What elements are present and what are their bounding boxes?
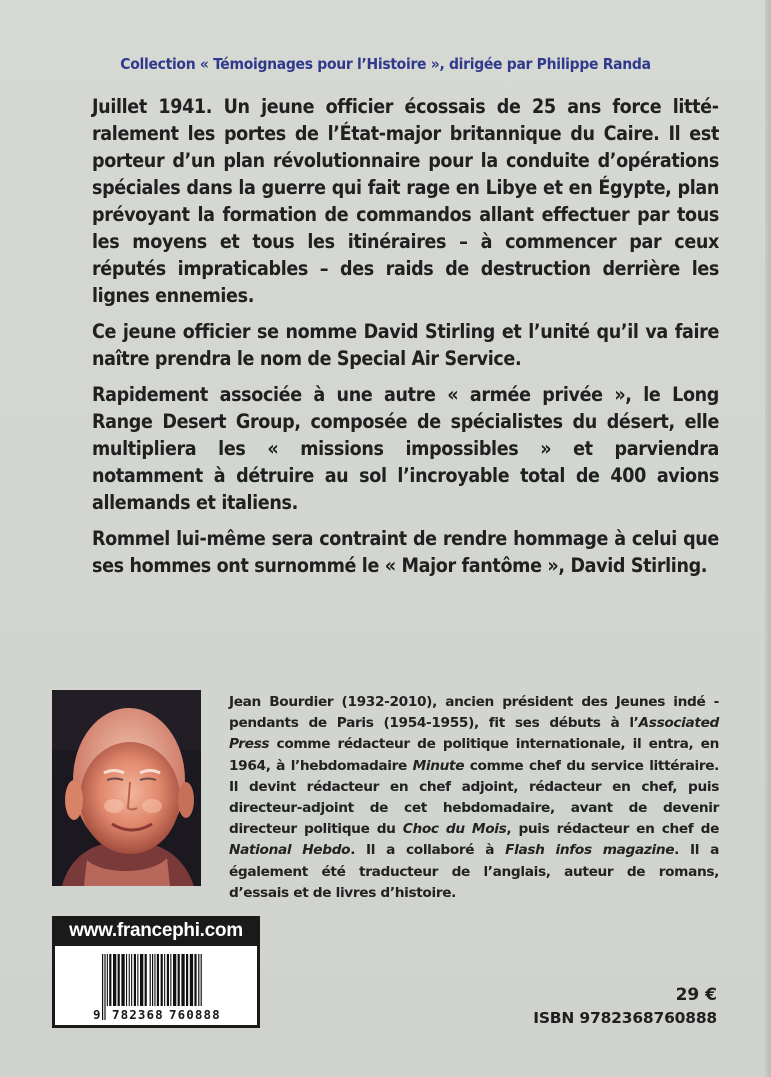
barcode-lead-digit: 9 [93, 1007, 101, 1022]
author-bio-italic: Choc du Mois [402, 821, 507, 838]
author-bio-italic: Minute [412, 757, 465, 774]
blurb-paragraph: Ce jeune officier se nomme David Stirling et l’unité qu’il va faire naître prendra le nom de Special Air Service. [92, 320, 719, 370]
barcode-block [52, 916, 260, 1028]
barcode-group-1: 782368 [112, 1007, 164, 1022]
author-bio-text: , puis rédacteur en chef de [506, 821, 719, 838]
barcode-digits [55, 946, 257, 1025]
blurb-paragraph: Juillet 1941. Un jeune officier écossais de 25 ans force littéralement les portes de l’État-major britannique du Caire. Il est porteur d’un plan révolutionnaire pour la conduite d’opérations spéciales dans la guerre qui fait rage en Libye et en Égypte, plan prévoyant la formation de commandos allant effectuer par tous les moyens et tous les itinéraires – à commencer par ceux réputés impraticables – des raids de destruction derrière les lignes ennemies. [92, 95, 719, 307]
publisher-website[interactable]: www.francephi.com [69, 920, 243, 941]
author-bio-text: Jean Bourdier (1932-2010), ancien président des Jeunes indé - pendants de Paris (1954-1955), fit ses débuts à l’ [229, 694, 719, 732]
author-bio [229, 692, 719, 904]
author-bio-italic: Associated Press [229, 715, 719, 753]
barcode-group-2: 760888 [169, 1007, 221, 1022]
author-bio-text: comme chef du service littéraire. Il devint rédacteur en chef adjoint, rédacteur en chef, puis directeur-adjoint de cet hebdomadaire, avant de devenir directeur politique du [229, 757, 720, 838]
author-portrait-icon [52, 690, 201, 886]
author-bio-text: . Il a également été traducteur de l’anglais, auteur de romans, d’essais et de livres d’histoire. [229, 842, 719, 901]
blurb-paragraph: Rapidement associée à une autre « armée privée », le Long Range Desert Group, composée de spécialistes du désert, elle multipliera les « missions impossibles » et parviendra notamment à détruire au sol l’incroyable total de 400 avions allemands et italiens. [92, 383, 719, 514]
author-bio-text: . Il a collaboré à [350, 842, 506, 859]
cover-edge [765, 0, 771, 1077]
price: 29 € [675, 985, 717, 1005]
author-photo [52, 690, 201, 886]
author-bio-italic: Flash infos magazine [505, 842, 675, 859]
blurb-paragraph: Rommel lui-même sera contraint de rendre hommage à celui que ses hommes ont surnommé le « Major fantôme », David Stirling. [92, 527, 719, 577]
collection-line: Collection « Témoignages pour l’Histoire », dirigée par Philippe Randa [120, 55, 651, 73]
back-cover-blurb [92, 93, 719, 588]
isbn: ISBN 9782368760888 [533, 1009, 717, 1027]
barcode-area [55, 946, 257, 1025]
author-bio-italic: National Hebdo [229, 842, 351, 859]
author-bio-text: comme rédacteur de politique internationale, il entra, en 1964, à l’hebdomadaire [229, 736, 719, 774]
